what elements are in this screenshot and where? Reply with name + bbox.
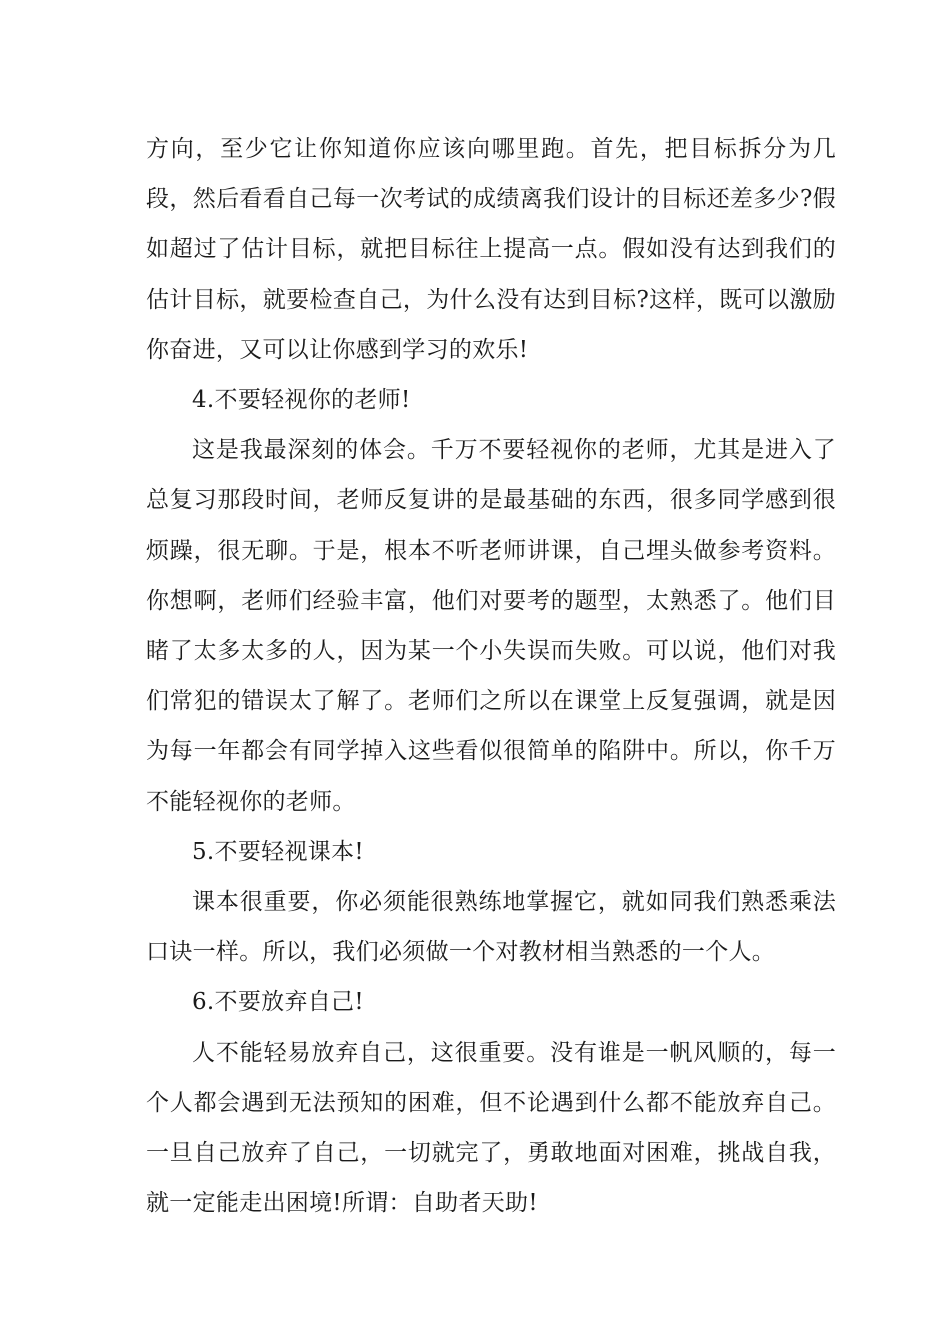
document-body [146,124,836,1228]
paragraph-textbook: 课本很重要，你必须能很熟练地掌握它，就如同我们熟悉乘法口诀一样。所以，我们必须做一个对教材相当熟悉的一个人。 [146,889,836,966]
section-heading-4: 4.不要轻视你的老师! [192,387,411,414]
section-heading-6: 6.不要放弃自己! [192,989,364,1016]
paragraph-goal-continuation: 方向，至少它让你知道你应该向哪里跑。首先，把目标拆分为几段，然后看看自己每一次考试的成绩离我们设计的目标还差多少?假如超过了估计目标，就把目标往上提高一点。假如没有达到我们的估计目标，就要检查自己，为什么没有达到目标?这样，既可以激励你奋进，又可以让你感到学习的欢乐! [146,136,836,363]
paragraph-teacher: 这是我最深刻的体会。千万不要轻视你的老师，尤其是进入了总复习那段时间，老师反复讲的是最基础的东西，很多同学感到很烦躁，很无聊。于是，根本不听老师讲课，自己埋头做参考资料。你想啊，老师们经验丰富，他们对要考的题型，太熟悉了。他们目睹了太多太多的人，因为某一个小失误而失败。可以说，他们对我们常犯的错误太了解了。老师们之所以在课堂上反复强调，就是因为每一年都会有同学掉入这些看似很简单的陷阱中。所以，你千万不能轻视你的老师。 [146,437,836,815]
section-heading-5: 5.不要轻视课本! [192,838,364,865]
paragraph-self: 人不能轻易放弃自己，这很重要。没有谁是一帆风顺的，每一个人都会遇到无法预知的困难，但不论遇到什么都不能放弃自己。一旦自己放弃了自己，一切就完了，勇敢地面对困难，挑战自我，就一定能走出困境!所谓：自助者天助! [146,1039,836,1217]
